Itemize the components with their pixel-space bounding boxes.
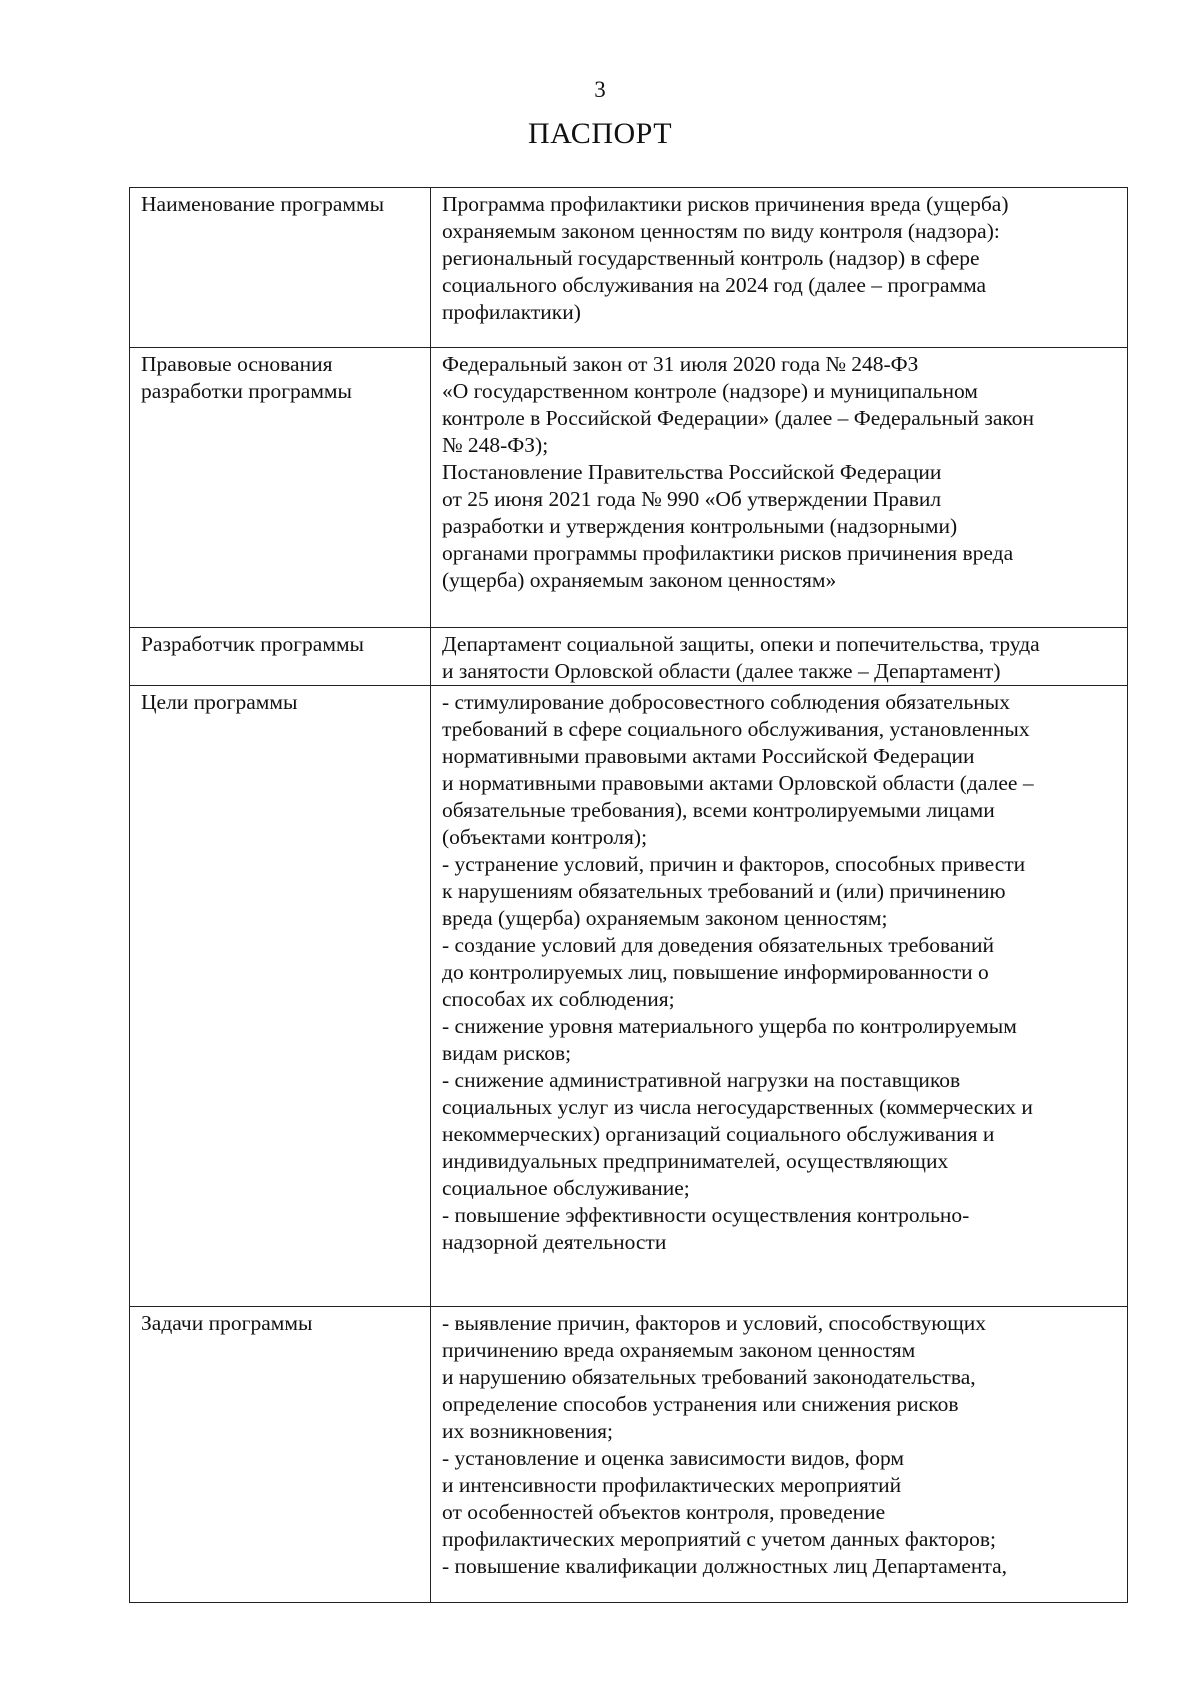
- row-developer: [130, 628, 1128, 686]
- value-line: к нарушениям обязательных требований и (или) причинению: [442, 879, 1006, 903]
- value-line: (объектами контроля);: [442, 825, 648, 849]
- value-line: Программа профилактики рисков причинения вреда (ущерба): [442, 192, 1009, 216]
- row-label: [130, 348, 431, 628]
- value-line: региональный государственный контроль (надзор) в сфере: [442, 246, 980, 270]
- value-line: вреда (ущерба) охраняемым законом ценностям;: [442, 906, 888, 930]
- value-line: и нарушению обязательных требований законодательства,: [442, 1365, 976, 1389]
- label-line: Задачи программы: [141, 1311, 313, 1335]
- value-line: нормативными правовыми актами Российской Федерации: [442, 744, 975, 768]
- value-line: надзорной деятельности: [442, 1230, 667, 1254]
- value-line: определение способов устранения или снижения рисков: [442, 1392, 959, 1416]
- value-line: - стимулирование добросовестного соблюдения обязательных: [442, 690, 1010, 714]
- value-line: индивидуальных предпринимателей, осуществляющих: [442, 1149, 949, 1173]
- value-line: Департамент социальной защиты, опеки и попечительства, труда: [442, 632, 1040, 656]
- row-value: [431, 348, 1128, 628]
- label-line: Цели программы: [141, 690, 298, 714]
- value-line: органами программы профилактики рисков причинения вреда: [442, 541, 1014, 565]
- row-label: [130, 1307, 431, 1603]
- value-line: до контролируемых лиц, повышение информированности о: [442, 960, 989, 984]
- label-line: Разработчик программы: [141, 632, 364, 656]
- value-line: разработки и утверждения контрольными (надзорными): [442, 514, 958, 538]
- value-line: профилактических мероприятий с учетом данных факторов;: [442, 1527, 997, 1551]
- value-line: и нормативными правовыми актами Орловской области (далее –: [442, 771, 1034, 795]
- value-line: их возникновения;: [442, 1419, 614, 1443]
- value-line: - создание условий для доведения обязательных требований: [442, 933, 994, 957]
- row-goals: [130, 686, 1128, 1307]
- value-line: социальных услуг из числа негосударственных (коммерческих и: [442, 1095, 1033, 1119]
- value-line: и интенсивности профилактических мероприятий: [442, 1473, 902, 1497]
- value-line: № 248-ФЗ);: [442, 433, 549, 457]
- value-line: Постановление Правительства Российской Федерации: [442, 460, 942, 484]
- value-line: профилактики): [442, 300, 581, 324]
- value-line: некоммерческих) организаций социального обслуживания и: [442, 1122, 995, 1146]
- page-number: 3: [594, 77, 606, 102]
- value-line: и занятости Орловской области (далее также – Департамент): [442, 659, 1001, 683]
- value-line: - снижение административной нагрузки на поставщиков: [442, 1068, 961, 1092]
- value-line: - снижение уровня материального ущерба по контролируемым: [442, 1014, 1017, 1038]
- value-line: требований в сфере социального обслуживания, установленных: [442, 717, 1030, 741]
- row-value: [431, 188, 1128, 348]
- row-label: [130, 188, 431, 348]
- value-line: - установление и оценка зависимости видов, форм: [442, 1446, 904, 1470]
- value-line: - выявление причин, факторов и условий, способствующих: [442, 1311, 987, 1335]
- row-value: [431, 686, 1128, 1307]
- value-line: от особенностей объектов контроля, проведение: [442, 1500, 886, 1524]
- row-legal-basis: [130, 348, 1128, 628]
- value-line: социального обслуживания на 2024 год (далее – программа: [442, 273, 987, 297]
- row-label: [130, 628, 431, 686]
- value-line: - устранение условий, причин и факторов, способных привести: [442, 852, 1026, 876]
- value-line: - повышение эффективности осуществления контрольно-: [442, 1203, 970, 1227]
- value-line: от 25 июня 2021 года № 990 «Об утверждении Правил: [442, 487, 942, 511]
- value-line: обязательные требования), всеми контролируемыми лицами: [442, 798, 995, 822]
- row-tasks: [130, 1307, 1128, 1603]
- document-title: ПАСПОРТ: [527, 117, 673, 150]
- value-line: контроле в Российской Федерации» (далее – Федеральный закон: [442, 406, 1035, 430]
- label-line: разработки программы: [141, 379, 352, 403]
- row-value: [431, 628, 1128, 686]
- row-program-name: [130, 188, 1128, 348]
- row-value: [431, 1307, 1128, 1603]
- value-line: охраняемым законом ценностям по виду контроля (надзора):: [442, 219, 1000, 243]
- passport-table: [129, 187, 1128, 1603]
- value-line: «О государственном контроле (надзоре) и муниципальном: [442, 379, 978, 403]
- label-line: Наименование программы: [141, 192, 385, 216]
- label-line: Правовые основания: [141, 352, 333, 376]
- value-line: видам рисков;: [442, 1041, 572, 1065]
- value-line: Федеральный закон от 31 июля 2020 года № 248-ФЗ: [442, 352, 919, 376]
- row-label: [130, 686, 431, 1307]
- value-line: способах их соблюдения;: [442, 987, 675, 1011]
- value-line: причинению вреда охраняемым законом ценностям: [442, 1338, 916, 1362]
- value-line: (ущерба) охраняемым законом ценностям»: [442, 568, 837, 592]
- value-line: - повышение квалификации должностных лиц Департамента,: [442, 1554, 1008, 1578]
- value-line: социальное обслуживание;: [442, 1176, 690, 1200]
